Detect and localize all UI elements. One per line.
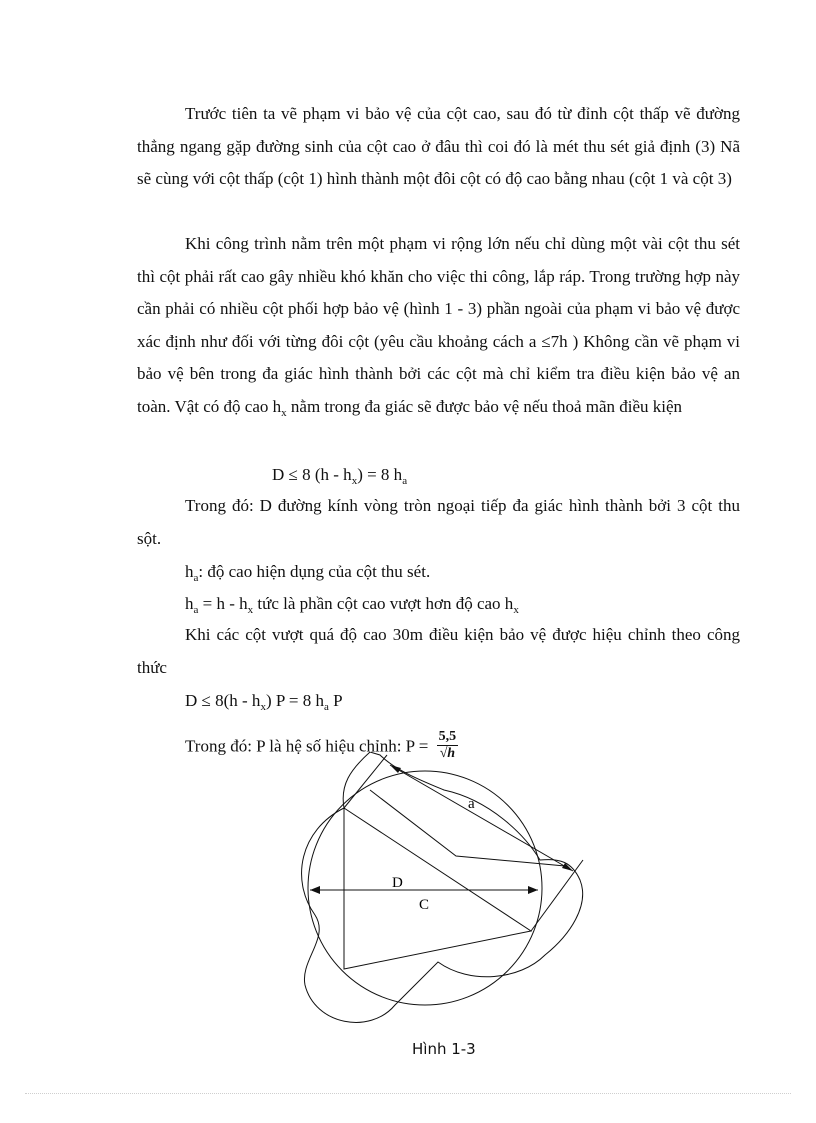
paragraph-2-tail: nằm trong đa giác sẽ được bảo vệ nếu thoả mãn điều kiện (286, 396, 683, 416)
definition-ha: $h_a$: độ cao hiện dụng của cột thu sét. (185, 562, 431, 584)
paragraph-1: Trước tiên ta vẽ phạm vi bảo vệ của cột cao, sau đó từ đỉnh cột thấp vẽ đường thẳng ngang gặp đường sinh của cột cao ở đâu thì coi đó là mét thu sét giả định (3) Nã sẽ cùng với cột thấp (cột 1) hình thành một đôi cột có độ cao bằng nhau (cột 1 và cột 3) (137, 104, 740, 188)
formula-d-le-8: D ≤ 8 $(h - h_x) = 8$ $h_a$ (272, 465, 408, 487)
arrowhead (390, 765, 401, 773)
label-c: C (419, 897, 430, 913)
formula-d-le-8p: $D \le 8(h - h_x)$ P = 8 $h_a$ P (185, 691, 343, 713)
subscript-x: x (281, 406, 287, 419)
figure-caption: Hình 1-3 (412, 1040, 476, 1058)
fraction-numerator: 5,5 (438, 729, 457, 744)
boundary-line-top (344, 755, 387, 808)
protection-zone-figure (290, 752, 600, 1042)
label-d: D (392, 875, 403, 891)
column-triangle (344, 808, 531, 969)
paragraph-2-text: Khi công trình nằm trên một phạm vi rộng lớn nếu chỉ dùng một vài cột thu sét thì cột phải rất cao gây nhiều khó khăn cho việc thi công, lắp ráp. Trong trường hợp này cần phải có nhiều cột phối hợp bảo vệ (hình 1 - 3) phần ngoài của phạm vi bảo vệ được xác định như đối với từng đôi cột (yêu cầu khoảng cách a ≤7h ) Không cần vẽ phạm vi bảo vệ bên trong đa giác hình thành bởi các cột mà chỉ kiểm tra điều kiện bảo vệ an toàn. Vật có độ cao h (137, 234, 740, 416)
footer-divider (25, 1093, 791, 1094)
definition-ha-equals: $h_a = h - h_x$ tức là phần cột cao vượt hơn độ cao $h_x$ (185, 594, 519, 616)
label-a: a (468, 796, 475, 812)
paragraph-3: Trong đó: D đường kính vòng tròn ngoại tiếp đa giác hình thành bởi 3 cột thu sột. (137, 496, 740, 548)
paragraph-4: Khi các cột vượt quá độ cao 30m điều kiện bảo vệ được hiệu chỉnh theo công thức (137, 625, 740, 677)
circumscribed-circle (308, 771, 542, 1005)
fraction-denominator: √h (439, 746, 456, 761)
dimension-a-line (390, 765, 573, 871)
arrowhead (310, 886, 320, 894)
arrowhead (528, 886, 538, 894)
formula-p-correction: Trong đó: P là hệ số hiệu chỉnh: P = $\frac{5,5}{√h}$ (185, 729, 457, 761)
paragraph-2 (137, 228, 740, 423)
